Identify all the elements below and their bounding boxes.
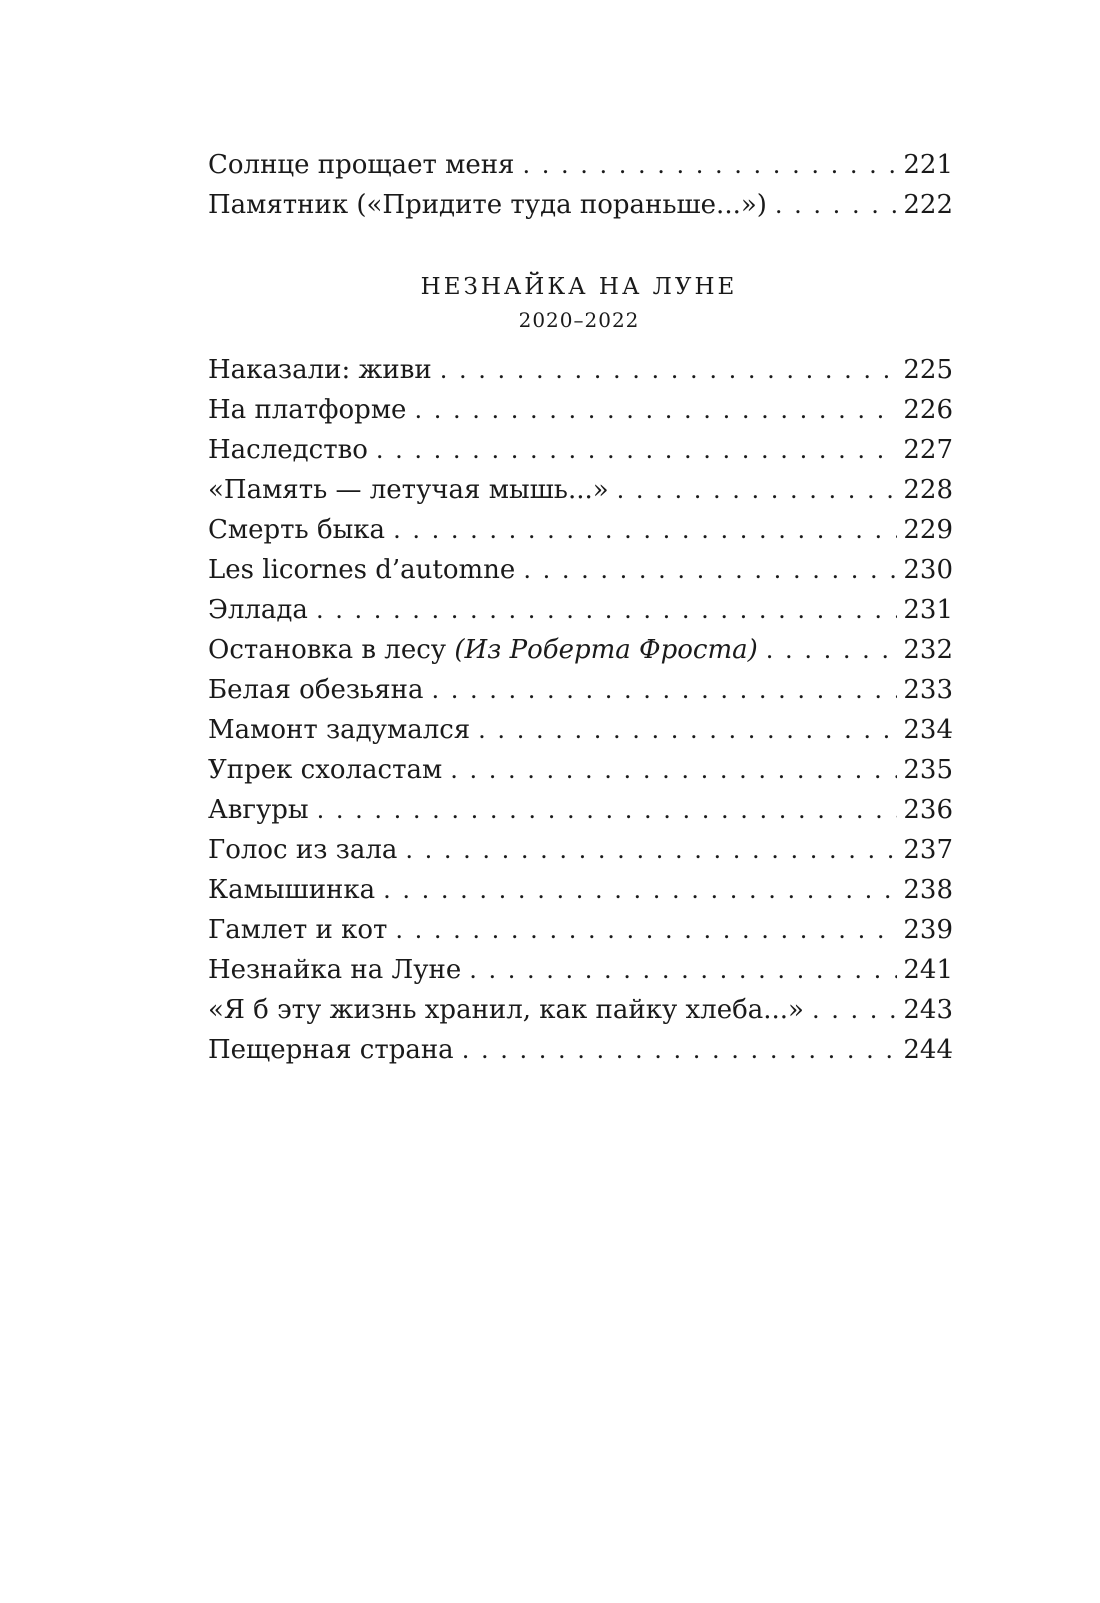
toc-list-top <box>208 145 953 225</box>
toc-dot-leader <box>812 990 897 1030</box>
toc-entry-page: 237 <box>903 835 953 865</box>
toc-entry-title: Мамонт задумался <box>208 715 471 745</box>
toc-entry-page: 233 <box>903 675 953 705</box>
toc-entry <box>208 185 953 225</box>
toc-list-section <box>208 350 953 1070</box>
toc-dot-leader <box>617 470 898 510</box>
toc-dot-leader <box>393 510 897 550</box>
toc-entry-title: Солнце прощает меня <box>208 150 515 180</box>
toc-entry <box>208 390 953 430</box>
toc-entry-page: 234 <box>903 715 953 745</box>
toc-entry <box>208 750 953 790</box>
toc-dot-leader <box>478 710 897 750</box>
toc-entry <box>208 910 953 950</box>
toc-entry-title: На платформе <box>208 395 407 425</box>
toc-entry <box>208 990 953 1030</box>
toc-entry-title: Эллада <box>208 595 308 625</box>
toc-entry-title <box>208 630 766 670</box>
toc-entry-title: «Память — летучая мышь...» <box>208 475 609 505</box>
toc-entry-title: Камышинка <box>208 875 376 905</box>
toc-entry <box>208 470 953 510</box>
toc-entry-page: 239 <box>903 915 953 945</box>
toc-entry-title: Незнайка на Луне <box>208 955 462 985</box>
toc-entry-title: Упрек схоластам <box>208 755 443 785</box>
toc-entry-page: 227 <box>903 435 953 465</box>
toc-dot-leader <box>395 910 897 950</box>
toc-dot-leader <box>316 590 897 630</box>
toc-dot-leader <box>469 950 897 990</box>
section-heading: НЕЗНАЙКА НА ЛУНЕ <box>420 274 738 300</box>
toc-dot-leader <box>431 670 897 710</box>
toc-dot-leader <box>376 430 897 470</box>
toc-entry <box>208 145 953 185</box>
toc-entry-page: 238 <box>903 875 953 905</box>
toc-entry <box>208 710 953 750</box>
toc-dot-leader <box>462 1030 898 1070</box>
toc-dot-leader <box>450 750 897 790</box>
toc-entry-title: Белая обезьяна <box>208 675 424 705</box>
toc-dot-leader <box>414 390 897 430</box>
toc-entry <box>208 790 953 830</box>
toc-entry-page: 241 <box>903 955 953 985</box>
toc-entry <box>208 510 953 550</box>
toc-entry-page: 230 <box>903 555 953 585</box>
toc-entry-page: 225 <box>903 355 953 385</box>
toc-entry-title: Les licornes d’automne <box>208 555 516 585</box>
toc-entry <box>208 670 953 710</box>
toc-entry <box>208 630 953 670</box>
toc-entry-title: Гамлет и кот <box>208 915 388 945</box>
toc-entry-title: Наказали: живи <box>208 355 432 385</box>
toc-entry-title: «Я б эту жизнь хранил, как пайку хлеба...» <box>208 995 804 1025</box>
toc-dot-leader <box>317 790 898 830</box>
toc-entry <box>208 350 953 390</box>
toc-entry-page: 235 <box>903 755 953 785</box>
toc-dot-leader <box>405 830 897 870</box>
toc-entry <box>208 950 953 990</box>
toc-entry-title-main: Остановка в лесу <box>208 635 455 665</box>
toc-dot-leader <box>775 185 897 225</box>
toc-entry <box>208 430 953 470</box>
toc-entry-title: Пещерная страна <box>208 1035 454 1065</box>
section-years: 2020–2022 <box>518 308 640 332</box>
toc-dot-leader <box>522 145 897 185</box>
toc-entry-page: 244 <box>903 1035 953 1065</box>
toc-entry-title: Наследство <box>208 435 368 465</box>
toc-dot-leader <box>440 350 898 390</box>
toc-entry-page: 228 <box>903 475 953 505</box>
toc-entry-page: 231 <box>903 595 953 625</box>
toc-entry <box>208 1030 953 1070</box>
toc-dot-leader <box>523 550 897 590</box>
toc-entry-title: Авгуры <box>208 795 309 825</box>
toc-entry-title: Смерть быка <box>208 515 386 545</box>
toc-dot-leader <box>383 870 897 910</box>
toc-entry <box>208 870 953 910</box>
toc-entry <box>208 550 953 590</box>
toc-entry-title-italic: (Из Роберта Фроста) <box>454 635 758 665</box>
toc-entry-page: 232 <box>903 635 953 665</box>
toc-entry-page: 229 <box>903 515 953 545</box>
toc-entry-page: 222 <box>903 190 953 220</box>
toc-entry-page: 236 <box>903 795 953 825</box>
toc-entry-title: Голос из зала <box>208 835 398 865</box>
toc-entry-page: 243 <box>903 995 953 1025</box>
toc-entry <box>208 590 953 630</box>
toc-entry-title: Памятник («Придите туда пораньше...») <box>208 190 767 220</box>
toc-dot-leader <box>766 630 898 670</box>
toc-entry-page: 221 <box>903 150 953 180</box>
toc-entry <box>208 830 953 870</box>
toc-entry-page: 226 <box>903 395 953 425</box>
